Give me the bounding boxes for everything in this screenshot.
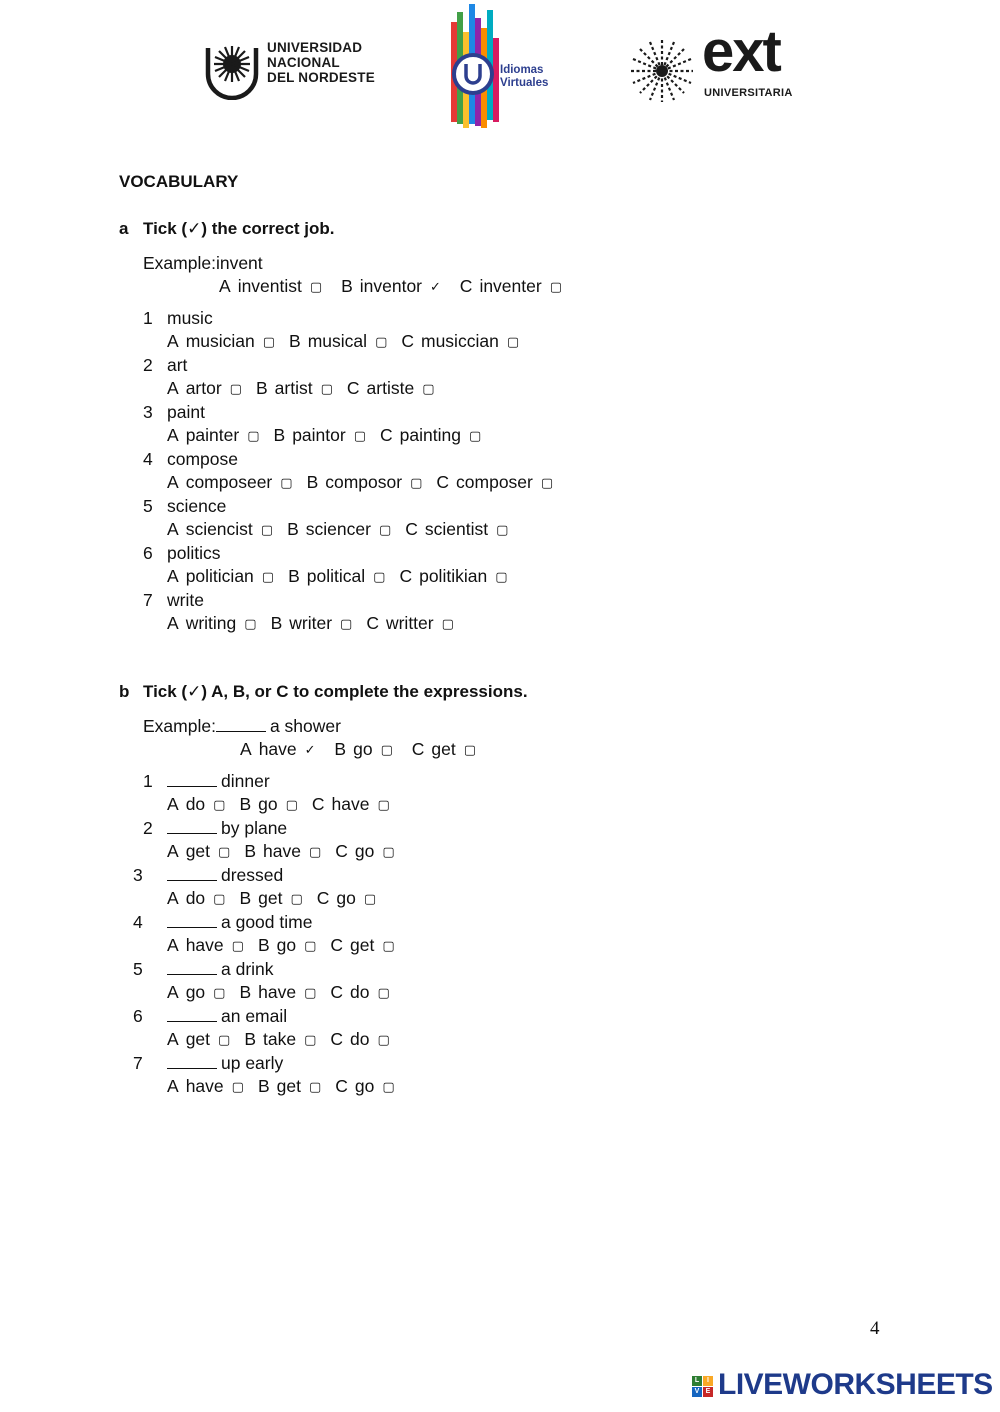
option-text: go	[185, 982, 206, 1002]
question-options	[167, 793, 404, 818]
option-letter: B	[257, 1076, 270, 1096]
question-number: 4	[133, 912, 143, 932]
option-letter: B	[239, 888, 252, 908]
answer-blank[interactable]	[167, 866, 217, 881]
question-phrase: an email	[221, 1006, 288, 1026]
checkbox-icon[interactable]: ▢	[380, 743, 393, 758]
checkbox-icon[interactable]: ▢	[304, 939, 317, 954]
checkbox-icon[interactable]: ▢	[261, 570, 275, 585]
landmarks-icon	[443, 2, 507, 130]
ext-subtitle: UNIVERSITARIA	[704, 87, 793, 99]
option-letter: C	[366, 613, 379, 633]
question-item	[143, 817, 287, 839]
question-number: 5	[143, 496, 153, 516]
option-text: paintor	[292, 425, 346, 445]
task-b-text: Tick (✓) A, B, or C to complete the expressions.	[143, 682, 528, 701]
option	[240, 739, 316, 759]
option-text: writing	[185, 613, 237, 633]
question-options	[167, 612, 468, 637]
option	[219, 276, 322, 296]
option-letter: A	[167, 841, 179, 861]
option	[317, 888, 376, 908]
option	[167, 1076, 244, 1096]
checkbox-icon[interactable]: ▢	[549, 280, 562, 295]
checkbox-icon[interactable]: ▢	[382, 1080, 395, 1095]
question-item	[133, 864, 283, 886]
question-word: politics	[167, 543, 221, 563]
checkbox-icon[interactable]: ▢	[229, 382, 242, 397]
option-text: have	[263, 841, 301, 861]
option	[244, 841, 321, 861]
checkbox-icon[interactable]: ▢	[496, 523, 509, 538]
option-letter: B	[255, 378, 268, 398]
option-letter: C	[330, 982, 344, 1002]
checkbox-icon[interactable]: ▢	[262, 335, 276, 350]
question-options	[167, 934, 409, 959]
question-number: 4	[143, 449, 153, 469]
answer-blank	[216, 717, 266, 732]
checkbox-icon[interactable]: ▢	[377, 1033, 390, 1048]
option-letter: A	[219, 276, 231, 296]
answer-blank[interactable]	[167, 1054, 217, 1069]
question-word: compose	[167, 449, 239, 469]
question-number: 6	[133, 1006, 143, 1026]
option	[167, 888, 225, 908]
task-a-instruction	[119, 219, 335, 239]
option-letter: C	[346, 378, 360, 398]
question-options	[167, 565, 522, 590]
example-label: Example:	[143, 253, 216, 273]
option	[167, 982, 225, 1002]
question-item	[143, 542, 221, 564]
option-text: composer	[456, 472, 533, 492]
idiomas-virtuales-logo	[443, 2, 573, 132]
question-options	[167, 424, 495, 449]
question-word: write	[167, 590, 204, 610]
option-text: scientist	[424, 519, 489, 539]
unne-line2: NACIONAL	[267, 55, 340, 70]
option-text: composeer	[185, 472, 273, 492]
option	[167, 472, 293, 492]
answer-blank[interactable]	[167, 1007, 217, 1022]
option-letter: B	[273, 425, 286, 445]
option-letter: B	[341, 276, 353, 296]
option-letter: C	[401, 331, 414, 351]
option-letter: A	[167, 794, 179, 814]
example-label: Example:	[143, 716, 216, 736]
checkbox-icon[interactable]: ▢	[285, 798, 298, 813]
question-phrase: a good time	[221, 912, 313, 932]
checkbox-icon[interactable]: ▢	[375, 335, 388, 350]
question-number: 7	[133, 1053, 143, 1073]
question-item	[133, 1005, 287, 1027]
option-letter: B	[306, 472, 319, 492]
question-item	[133, 958, 274, 980]
option-letter: B	[244, 1029, 256, 1049]
option	[167, 566, 274, 586]
option	[307, 472, 423, 492]
task-b-example	[143, 715, 341, 737]
option-letter: A	[167, 888, 179, 908]
question-phrase: up early	[221, 1053, 284, 1073]
checkbox-icon[interactable]: ▢	[304, 986, 317, 1001]
task-b-instruction	[119, 682, 528, 702]
question-options	[167, 471, 567, 496]
checkbox-icon[interactable]: ▢	[340, 617, 353, 632]
option-text: inventist	[237, 276, 302, 296]
ext-universitaria-logo	[628, 19, 808, 106]
option-text: take	[263, 1029, 297, 1049]
option-text: painting	[399, 425, 461, 445]
checkbox-icon[interactable]: ▢	[231, 1080, 244, 1095]
option	[167, 519, 273, 539]
iv-line1: Idiomas	[500, 64, 544, 76]
option	[341, 276, 441, 296]
option	[380, 425, 481, 445]
checkbox-icon[interactable]: ▢	[290, 892, 303, 907]
checkbox-icon[interactable]: ▢	[231, 939, 244, 954]
option-text: sciencer	[305, 519, 371, 539]
section-title: VOCABULARY	[119, 172, 239, 191]
option-text: writer	[289, 613, 333, 633]
question-options	[167, 377, 448, 402]
option-letter: C	[335, 841, 348, 861]
option-letter: A	[167, 472, 179, 492]
option-letter: C	[411, 739, 425, 759]
question-number: 3	[133, 865, 143, 885]
option-letter: C	[380, 425, 393, 445]
badge-letter: E	[703, 1387, 713, 1397]
option-text: do	[350, 1029, 370, 1049]
option	[335, 841, 394, 861]
option-letter: A	[167, 425, 179, 445]
option	[167, 794, 225, 814]
answer-blank[interactable]	[167, 960, 217, 975]
option-text: get	[276, 1076, 301, 1096]
option-letter: A	[167, 613, 179, 633]
option-text: artist	[274, 378, 313, 398]
question-item	[133, 911, 312, 933]
option-text: musician	[185, 331, 255, 351]
task-b-example-options	[240, 738, 490, 763]
option-letter: A	[167, 331, 179, 351]
option-letter: C	[311, 794, 325, 814]
checkbox-icon[interactable]: ▢	[280, 476, 293, 491]
tick-icon: ✓	[430, 280, 441, 295]
option	[239, 888, 302, 908]
question-item	[143, 770, 270, 792]
option	[167, 331, 275, 351]
question-options	[167, 1075, 409, 1100]
live-badge-icon	[692, 1376, 714, 1398]
option	[258, 935, 316, 955]
option	[167, 1029, 230, 1049]
option-letter: C	[399, 566, 413, 586]
checkbox-icon[interactable]: ▢	[463, 743, 477, 758]
tick-icon: ✓	[304, 743, 316, 758]
option	[288, 566, 385, 586]
checkbox-icon[interactable]: ▢	[378, 523, 392, 538]
option-text: political	[306, 566, 366, 586]
question-number: 6	[143, 543, 153, 563]
checkbox-icon[interactable]: ▢	[363, 892, 377, 907]
option-text: go	[354, 1076, 375, 1096]
option-text: inventor	[359, 276, 423, 296]
checkbox-icon[interactable]: ▢	[495, 570, 508, 585]
question-item	[143, 401, 205, 423]
checkbox-icon[interactable]: ▢	[506, 335, 520, 350]
badge-letter: L	[692, 1376, 702, 1386]
option	[244, 1029, 316, 1049]
option-letter: C	[330, 935, 344, 955]
question-number: 2	[143, 355, 153, 375]
option-letter: C	[405, 519, 418, 539]
liveworksheets-wordmark: LIVEWORKSHEETS	[718, 1368, 993, 1401]
question-options	[167, 887, 390, 912]
option	[330, 982, 389, 1002]
option-letter: A	[167, 1029, 179, 1049]
option-text: go	[258, 794, 278, 814]
option-text: have	[258, 739, 297, 759]
task-a-letter: a	[119, 219, 129, 238]
option-letter: B	[244, 841, 256, 861]
option-text: go	[276, 935, 297, 955]
option-letter: A	[240, 739, 252, 759]
answer-blank[interactable]	[167, 772, 217, 787]
option-text: go	[336, 888, 356, 908]
option-text: get	[350, 935, 375, 955]
checkbox-icon[interactable]: ▢	[309, 280, 323, 295]
option	[335, 1076, 394, 1096]
question-options	[167, 981, 404, 1006]
option	[287, 519, 391, 539]
option	[167, 841, 230, 861]
option	[401, 331, 519, 351]
answer-blank[interactable]	[167, 913, 217, 928]
checkbox-icon[interactable]: ▢	[441, 617, 454, 632]
option	[239, 982, 316, 1002]
example-phrase: a shower	[269, 716, 341, 736]
question-number: 1	[143, 771, 153, 791]
option	[399, 566, 507, 586]
question-number: 1	[143, 308, 153, 328]
checkbox-icon[interactable]: ▢	[373, 570, 386, 585]
option	[239, 794, 297, 814]
question-item	[143, 448, 238, 470]
option-text: do	[350, 982, 370, 1002]
option-text: get	[431, 739, 456, 759]
task-b-letter: b	[119, 682, 130, 701]
option	[366, 613, 454, 633]
option	[271, 613, 353, 633]
question-item	[143, 307, 213, 329]
option	[412, 739, 476, 759]
option	[460, 276, 562, 296]
option	[312, 794, 390, 814]
answer-blank[interactable]	[167, 819, 217, 834]
option-text: musiccian	[421, 331, 499, 351]
checkbox-icon[interactable]: ▢	[382, 845, 395, 860]
option-text: go	[354, 841, 375, 861]
option	[167, 425, 260, 445]
question-options	[167, 518, 522, 543]
option	[258, 1076, 321, 1096]
option-text: do	[185, 888, 206, 908]
option-text: do	[185, 794, 206, 814]
option	[167, 378, 242, 398]
checkbox-icon[interactable]: ▢	[468, 429, 482, 444]
question-number: 3	[143, 402, 153, 422]
option-text: writter	[385, 613, 434, 633]
question-phrase: a drink	[221, 959, 274, 979]
option-letter: B	[257, 935, 270, 955]
checkbox-icon[interactable]: ▢	[320, 382, 333, 397]
checkbox-icon[interactable]: ▢	[218, 1033, 231, 1048]
option-letter: B	[239, 794, 252, 814]
option	[330, 1029, 389, 1049]
checkbox-icon[interactable]: ▢	[382, 939, 395, 954]
badge-letter: V	[692, 1387, 702, 1397]
checkbox-icon[interactable]: ▢	[304, 1033, 317, 1048]
option-text: have	[331, 794, 370, 814]
option-text: composor	[325, 472, 403, 492]
starburst-icon	[628, 38, 696, 104]
option-text: have	[185, 1076, 224, 1096]
option-letter: C	[330, 1029, 344, 1049]
task-a-text: Tick (✓) the correct job.	[143, 219, 335, 238]
question-word: art	[167, 355, 188, 375]
option	[274, 425, 367, 445]
idiomas-virtuales-name	[500, 64, 548, 90]
checkbox-icon[interactable]: ▢	[213, 986, 226, 1001]
checkbox-icon[interactable]: ▢	[218, 845, 231, 860]
unne-sun-icon	[204, 40, 260, 100]
option	[347, 378, 435, 398]
option	[167, 935, 244, 955]
option-letter: A	[167, 566, 179, 586]
option	[167, 613, 257, 633]
option-text: politikian	[419, 566, 488, 586]
option-text: musical	[307, 331, 368, 351]
checkbox-icon[interactable]: ▢	[244, 617, 257, 632]
question-word: music	[167, 308, 213, 328]
iv-line2: Virtuales	[500, 77, 549, 89]
option-text: get	[185, 841, 211, 861]
option	[436, 472, 553, 492]
option	[405, 519, 508, 539]
option-text: painter	[185, 425, 240, 445]
question-number: 2	[143, 818, 153, 838]
checkbox-icon[interactable]: ▢	[308, 845, 322, 860]
option-letter: B	[289, 331, 301, 351]
ext-wordmark: ext	[702, 19, 780, 84]
unne-line1: UNIVERSIDAD	[267, 40, 363, 55]
unne-line3: DEL NORDESTE	[267, 70, 375, 85]
question-number: 5	[133, 959, 143, 979]
question-phrase: by plane	[221, 818, 288, 838]
badge-letter: I	[703, 1376, 713, 1386]
checkbox-icon[interactable]: ▢	[247, 429, 260, 444]
checkbox-icon[interactable]: ▢	[308, 1080, 322, 1095]
question-item	[133, 1052, 283, 1074]
option-letter: A	[167, 378, 179, 398]
option-letter: B	[288, 566, 300, 586]
option-text: have	[185, 935, 224, 955]
question-phrase: dinner	[221, 771, 270, 791]
option-text: sciencist	[185, 519, 253, 539]
task-a-example-options	[219, 275, 576, 300]
task-a-example	[143, 252, 263, 274]
checkbox-icon[interactable]: ▢	[353, 429, 366, 444]
checkbox-icon[interactable]: ▢	[410, 476, 423, 491]
option-letter: C	[316, 888, 330, 908]
option	[289, 331, 387, 351]
question-item	[143, 495, 226, 517]
option-letter: A	[167, 1076, 179, 1096]
option-letter: B	[270, 613, 283, 633]
option-letter: C	[335, 1076, 348, 1096]
option-text: have	[258, 982, 297, 1002]
option-text: get	[185, 1029, 211, 1049]
option-text: get	[258, 888, 283, 908]
checkbox-icon[interactable]: ▢	[540, 476, 554, 491]
option-letter: C	[459, 276, 473, 296]
checkbox-icon[interactable]: ▢	[422, 382, 435, 397]
option-letter: B	[334, 739, 347, 759]
page-number: 4	[870, 1318, 880, 1339]
option-letter: C	[436, 472, 450, 492]
unne-name	[267, 40, 375, 85]
unne-logo	[204, 38, 389, 102]
question-options	[167, 840, 409, 865]
option-letter: B	[287, 519, 299, 539]
option-letter: A	[167, 935, 179, 955]
option-text: go	[353, 739, 373, 759]
option-text: artor	[185, 378, 222, 398]
option-letter: A	[167, 982, 179, 1002]
question-number: 7	[143, 590, 153, 610]
option	[330, 935, 394, 955]
option-letter: A	[167, 519, 179, 539]
option	[256, 378, 333, 398]
question-item	[143, 354, 187, 376]
checkbox-icon[interactable]: ▢	[260, 523, 274, 538]
checkbox-icon[interactable]: ▢	[377, 798, 390, 813]
question-options	[167, 1028, 404, 1053]
option-text: artiste	[366, 378, 415, 398]
question-item	[143, 589, 204, 611]
question-phrase: dressed	[221, 865, 284, 885]
option-text: politician	[185, 566, 254, 586]
option-letter: B	[239, 982, 252, 1002]
checkbox-icon[interactable]: ▢	[377, 986, 390, 1001]
question-word: science	[167, 496, 227, 516]
checkbox-icon[interactable]: ▢	[213, 798, 226, 813]
question-options	[167, 330, 533, 355]
checkbox-icon[interactable]: ▢	[213, 892, 226, 907]
example-word: invent	[215, 253, 263, 273]
option	[334, 739, 392, 759]
option-text: inventer	[479, 276, 542, 296]
question-word: paint	[167, 402, 205, 422]
